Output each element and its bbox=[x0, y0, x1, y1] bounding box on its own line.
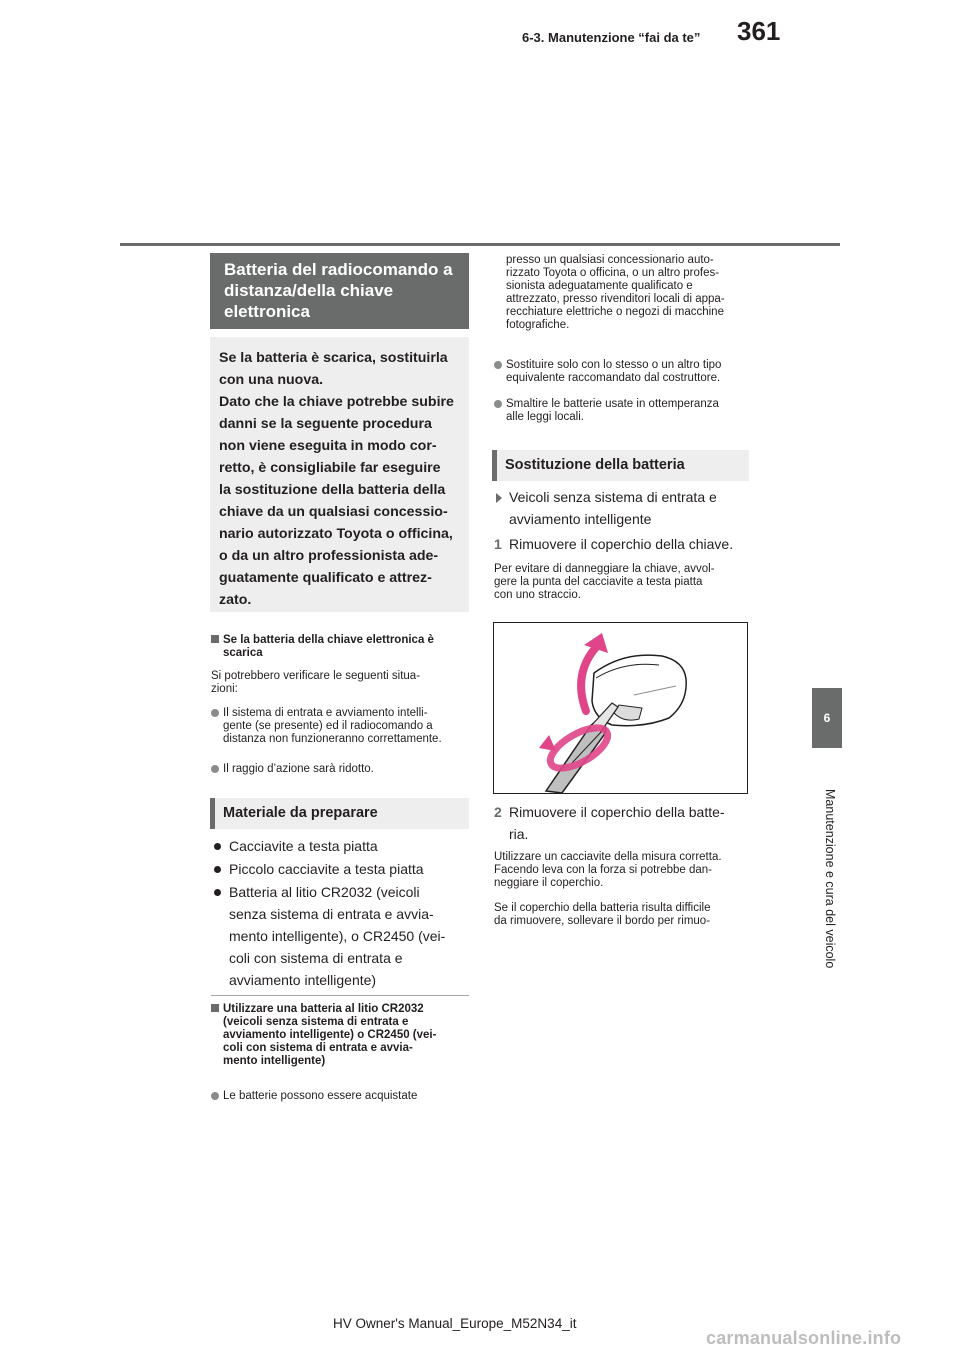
material-item bbox=[212, 858, 472, 880]
list-item bbox=[494, 359, 754, 387]
section-title-box bbox=[210, 253, 469, 329]
note-heading-line: coli con sistema di entrata e avvia- bbox=[223, 1042, 413, 1054]
note-heading-line: Se la batteria della chiave elettronica è bbox=[223, 634, 434, 646]
bullet-icon bbox=[214, 889, 221, 896]
intro-line: danni se la seguente procedura bbox=[219, 416, 432, 432]
section-title: 6-3. Manutenzione “fai da te” bbox=[522, 30, 701, 45]
chapter-tab: 6 bbox=[812, 688, 842, 748]
note-line: Se il coperchio della batteria risulta difficile bbox=[494, 902, 711, 914]
intro-line: la sostituzione della batteria della bbox=[219, 482, 446, 498]
note-heading-line: (veicoli senza sistema di entrata e bbox=[223, 1016, 409, 1028]
intro-line: o da un altro professionista ade- bbox=[219, 548, 439, 564]
list-item-line: distanza non funzioneranno correttamente. bbox=[223, 733, 442, 745]
material-line: avviamento intelligente) bbox=[229, 972, 377, 988]
note-line: con uno straccio. bbox=[494, 589, 581, 601]
intro-box bbox=[210, 337, 469, 612]
list-item bbox=[211, 707, 471, 749]
condition-line: avviamento intelligente bbox=[509, 511, 652, 527]
list-item-line: equivalente raccomandato dal costruttore. bbox=[506, 372, 721, 384]
list-item bbox=[211, 763, 471, 777]
step-1 bbox=[494, 533, 733, 555]
condition-line: Veicoli senza sistema di entrata e bbox=[509, 489, 717, 505]
key-cover-illustration bbox=[493, 622, 748, 794]
text-line: attrezzato, presso rivenditori locali di appa- bbox=[506, 293, 725, 305]
note-heading bbox=[211, 634, 434, 660]
heading-bar bbox=[210, 798, 215, 829]
list-item bbox=[494, 398, 754, 426]
key-illustration-svg bbox=[494, 623, 747, 793]
bullet-icon bbox=[211, 1092, 219, 1100]
material-line: Batteria al litio CR2032 (veicoli bbox=[229, 884, 420, 900]
materials-list bbox=[212, 835, 472, 991]
intro-line: chiave da un qualsiasi concessio- bbox=[219, 504, 448, 520]
square-bullet-icon bbox=[211, 1004, 219, 1012]
intro-line: non viene eseguita in modo cor- bbox=[219, 438, 437, 454]
list-item-line: Il sistema di entrata e avviamento intelli- bbox=[223, 707, 428, 719]
intro-line: nario autorizzato Toyota o officina, bbox=[219, 526, 453, 542]
text-line: presso un qualsiasi concessionario auto- bbox=[506, 254, 714, 266]
text-line: rizzato Toyota o officina, o un altro profes- bbox=[506, 267, 720, 279]
step-text: Rimuovere il coperchio della batte- bbox=[509, 804, 725, 820]
intro-line: con una nuova. bbox=[219, 372, 324, 388]
list-item-line: Sostituire solo con lo stesso o un altro tipo bbox=[506, 359, 722, 371]
note-body bbox=[211, 670, 420, 696]
step-1-note bbox=[494, 563, 715, 602]
bullet-icon bbox=[494, 400, 502, 408]
step-2 bbox=[494, 801, 725, 845]
material-item bbox=[212, 835, 472, 857]
header-rule bbox=[120, 243, 840, 246]
material-item bbox=[212, 881, 472, 991]
intro-line: Se la batteria è scarica, sostituirla bbox=[219, 350, 448, 366]
step-2-note bbox=[494, 851, 722, 890]
materials-heading bbox=[210, 798, 469, 829]
text-line: recchiature elettriche o negozi di macchine bbox=[506, 306, 724, 318]
materials-heading-text: Materiale da preparare bbox=[223, 805, 378, 821]
material-line: Cacciavite a testa piatta bbox=[229, 838, 378, 854]
bullet-icon bbox=[211, 709, 219, 717]
text-line: fotografiche. bbox=[506, 319, 570, 331]
list-item bbox=[211, 1090, 471, 1104]
step-text: ria. bbox=[509, 826, 529, 842]
watermark: carmanualsonline.info bbox=[706, 1328, 902, 1348]
intro-line: zato. bbox=[219, 592, 252, 608]
note-line: Facendo leva con la forza si potrebbe dan- bbox=[494, 864, 712, 876]
list-item-line: gente (se presente) ed il radiocomando a bbox=[223, 720, 433, 732]
note-heading-line: Utilizzare una batteria al litio CR2032 bbox=[223, 1003, 424, 1015]
note-line: Per evitare di danneggiare la chiave, avvol- bbox=[494, 563, 715, 575]
note-body-line: Si potrebbero verificare le seguenti situa- bbox=[211, 670, 421, 682]
list-item-line: Il raggio d’azione sarà ridotto. bbox=[223, 763, 374, 775]
replace-heading-text: Sostituzione della batteria bbox=[505, 457, 685, 473]
step-text: Rimuovere il coperchio della chiave. bbox=[509, 536, 734, 552]
intro-line: Dato che la chiave potrebbe subire bbox=[219, 394, 454, 410]
square-bullet-icon bbox=[211, 635, 219, 643]
material-line: mento intelligente), o CR2450 (vei- bbox=[229, 928, 446, 944]
page-number: 361 bbox=[737, 16, 781, 46]
divider bbox=[211, 995, 469, 996]
bullet-icon bbox=[214, 843, 221, 850]
list-item-line: alle leggi locali. bbox=[506, 411, 584, 423]
step-2-note bbox=[494, 902, 710, 928]
heading-bar bbox=[492, 450, 497, 481]
note-line: neggiare il coperchio. bbox=[494, 877, 604, 889]
intro-line: retto, è consigliabile far eseguire bbox=[219, 460, 441, 476]
bullet-icon bbox=[214, 866, 221, 873]
note-heading-line: avviamento intelligente) o CR2450 (vei- bbox=[223, 1029, 437, 1041]
bullet-icon bbox=[211, 765, 219, 773]
material-line: senza sistema di entrata e avvia- bbox=[229, 906, 434, 922]
note-heading-line: scarica bbox=[223, 647, 263, 659]
list-item-line: Le batterie possono essere acquistate bbox=[223, 1090, 418, 1102]
note-line: gere la punta del cacciavite a testa piatta bbox=[494, 576, 703, 588]
continued-text bbox=[506, 254, 725, 332]
note-heading-line: mento intelligente) bbox=[223, 1055, 326, 1067]
footer-manual-name: HV Owner's Manual_Europe_M52N34_it bbox=[333, 1316, 577, 1331]
text-line: sionista adeguatamente qualificato e bbox=[506, 280, 693, 292]
note-line: Utilizzare un cacciavite della misura corretta. bbox=[494, 851, 722, 863]
step-number: 1 bbox=[494, 536, 502, 552]
list-item-line: Smaltire le batterie usate in ottemperanza bbox=[506, 398, 719, 410]
note-line: da rimuovere, sollevare il bordo per rimuo- bbox=[494, 915, 711, 927]
replace-heading bbox=[492, 450, 749, 481]
material-line: Piccolo cacciavite a testa piatta bbox=[229, 861, 424, 877]
note-heading bbox=[211, 1003, 473, 1068]
note-body-line: zioni: bbox=[211, 683, 238, 695]
material-line: coli con sistema di entrata e bbox=[229, 950, 403, 966]
triangle-arrow-icon bbox=[496, 493, 502, 503]
vehicle-condition bbox=[509, 486, 717, 530]
chapter-title: Manutenzione e cura del veicolo bbox=[823, 789, 837, 969]
intro-line: guatamente qualificato e attrez- bbox=[219, 570, 432, 586]
bullet-icon bbox=[494, 361, 502, 369]
step-number: 2 bbox=[494, 804, 502, 820]
section-title-text: Batteria del radiocomando a distanza/della chiave elettronica bbox=[224, 260, 453, 321]
